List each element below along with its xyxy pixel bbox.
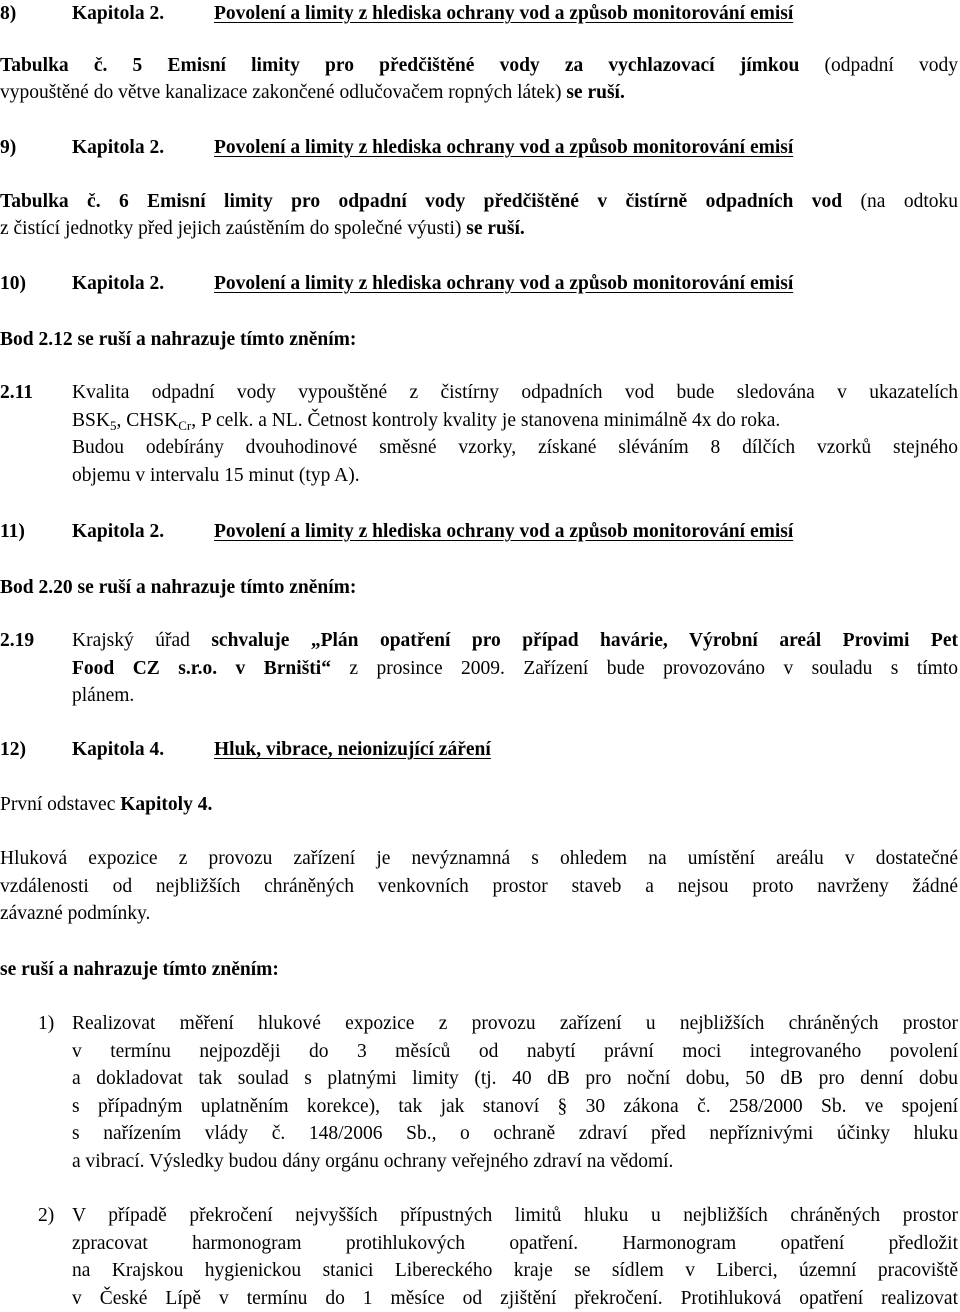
table-6-title: Tabulka č. 6 Emisní limity pro odpadní vody předčištěné v čistírně odpadních vod xyxy=(0,191,842,212)
section-number: 9) xyxy=(0,136,72,160)
section-11-heading xyxy=(0,520,164,544)
chsk-label: , CHSK xyxy=(116,410,178,431)
paragraph-line xyxy=(72,407,958,435)
paragraph-2-11-number: 2.11 xyxy=(0,381,33,405)
subscript: Cr xyxy=(178,418,191,433)
paragraph-line: plánem. xyxy=(72,682,958,710)
list-item-line: s nařízením vlády č. 148/2006 Sb., o ochraně zdraví před nepříznivými účinky hluku xyxy=(72,1120,958,1148)
table-5-desc-cont: vypouštěné do větve kanalizace zakončené odlučovačem ropných látek) xyxy=(0,82,561,103)
paragraph-line xyxy=(72,627,958,655)
table-5-title: Tabulka č. 5 Emisní limity pro předčištěné vody za vychlazovací jímkou xyxy=(0,55,799,76)
chapter-title: Povolení a limity z hlediska ochrany vod a způsob monitorování emisí xyxy=(214,2,793,26)
paragraph-line: objemu v intervalu 15 minut (typ A). xyxy=(72,462,958,490)
bod-2-20-heading: Bod 2.20 se ruší a nahrazuje tímto zněním: xyxy=(0,576,356,600)
chapter-ref: Kapitola 2. xyxy=(72,137,164,158)
label-text: První odstavec xyxy=(0,794,115,815)
paragraph-text: z prosince 2009. Zařízení bude provozováno v souladu s tímto xyxy=(349,658,958,679)
paragraph-line: Budou odebírány dvouhodinové směsné vzorky, získané sléváním 8 dílčích vzorků stejného xyxy=(72,434,958,462)
list-item-2 xyxy=(72,1202,958,1312)
section-number: 8) xyxy=(0,2,72,26)
list-item-line: v České Lípě v termínu do 1 měsíce od zjištění překročení. Protihluková opatření realizovat xyxy=(72,1285,958,1312)
section-number: 10) xyxy=(0,272,72,296)
plan-title: schvaluje „Plán opatření pro případ havárie, Výrobní areál Provimi Pet xyxy=(211,630,958,651)
paragraph-2-19-number: 2.19 xyxy=(0,629,34,653)
section-8-heading xyxy=(0,2,164,26)
paragraph-text: Krajský úřad xyxy=(72,630,190,651)
list-item-1 xyxy=(72,1010,958,1175)
list-item-line: s případným uplatněním korekce), tak jak stanoví § 30 zákona č. 258/2000 Sb. ve spojení xyxy=(72,1093,958,1121)
list-item-line: v termínu nejpozději do 3 měsíců od nabytí právní moci integrovaného povolení xyxy=(72,1038,958,1066)
table-6-line-1 xyxy=(0,190,958,214)
section-number: 12) xyxy=(0,738,72,762)
chapter-title: Povolení a limity z hlediska ochrany vod a způsob monitorování emisí xyxy=(214,136,793,160)
bod-2-12-heading: Bod 2.12 se ruší a nahrazuje tímto zněním: xyxy=(0,328,356,352)
list-item-line: a dokladovat tak soulad s platnými limity (tj. 40 dB pro noční dobu, 50 dB pro denní dobu xyxy=(72,1065,958,1093)
table-5-line-1 xyxy=(0,54,958,78)
plan-title-cont: Food CZ s.r.o. v Brništi“ xyxy=(72,658,331,679)
subscript: 5 xyxy=(110,418,117,433)
list-item-line: na Krajskou hygienickou stanici Libereckého kraje se sídlem v Liberci, územní pracoviště xyxy=(72,1257,958,1285)
list-item-line: zpracovat harmonogram protihlukových opatření. Harmonogram opatření předložit xyxy=(72,1230,958,1258)
chapter-ref: Kapitola 2. xyxy=(72,521,164,542)
section-9-heading xyxy=(0,136,164,160)
paragraph-2-19 xyxy=(72,627,958,710)
chapter-title: Hluk, vibrace, neionizující záření xyxy=(214,738,491,762)
table-6-desc-cont: z čistící jednotky před jejich zaústěním do společné výusti) xyxy=(0,218,461,239)
table-6-line-2 xyxy=(0,217,525,241)
chapter-title: Povolení a limity z hlediska ochrany vod a způsob monitorování emisí xyxy=(214,272,793,296)
paragraph-text: , P celk. a NL. Četnost kontroly kvality je stanovena minimálně 4x do roka. xyxy=(191,410,780,431)
list-item-number: 2) xyxy=(38,1202,54,1230)
label-chapter: Kapitoly 4. xyxy=(120,794,212,815)
table-6-desc: (na odtoku xyxy=(861,191,958,212)
paragraph-line: Hluková expozice z provozu zařízení je nevýznamná s ohledem na umístění areálu v dostatečné xyxy=(0,845,958,873)
chapter-title: Povolení a limity z hlediska ochrany vod a způsob monitorování emisí xyxy=(214,520,793,544)
bsk-label: BSK xyxy=(72,410,110,431)
paragraph-2-11 xyxy=(72,379,958,489)
list-item-line: Realizovat měření hlukové expozice z provozu zařízení u nejbližších chráněných prostor xyxy=(72,1010,958,1038)
noise-exposure-paragraph xyxy=(0,845,958,928)
first-paragraph-label xyxy=(0,793,212,817)
chapter-ref: Kapitola 4. xyxy=(72,739,164,760)
paragraph-line: závazné podmínky. xyxy=(0,900,958,928)
replacement-heading: se ruší a nahrazuje tímto zněním: xyxy=(0,958,279,982)
section-12-heading xyxy=(0,738,164,762)
list-item-line: V případě překročení nejvyšších přípustných limitů hluku u nejbližších chráněných prostor xyxy=(72,1202,958,1230)
paragraph-line xyxy=(72,655,958,683)
table-5-desc: (odpadní vody xyxy=(825,55,958,76)
table-6-cancel: se ruší. xyxy=(466,218,525,239)
section-number: 11) xyxy=(0,520,72,544)
chapter-ref: Kapitola 2. xyxy=(72,3,164,24)
paragraph-line: Kvalita odpadní vody vypouštěné z čistírny odpadních vod bude sledována v ukazatelích xyxy=(72,379,958,407)
list-item-number: 1) xyxy=(38,1010,54,1038)
table-5-cancel: se ruší. xyxy=(566,82,625,103)
chapter-ref: Kapitola 2. xyxy=(72,273,164,294)
paragraph-line: vzdálenosti od nejbližších chráněných venkovních prostor staveb a nejsou proto navrženy žádné xyxy=(0,873,958,901)
section-10-heading xyxy=(0,272,164,296)
list-item-line: a vibrací. Výsledky budou dány orgánu ochrany veřejného zdraví na vědomí. xyxy=(72,1148,958,1176)
table-5-line-2 xyxy=(0,81,625,105)
